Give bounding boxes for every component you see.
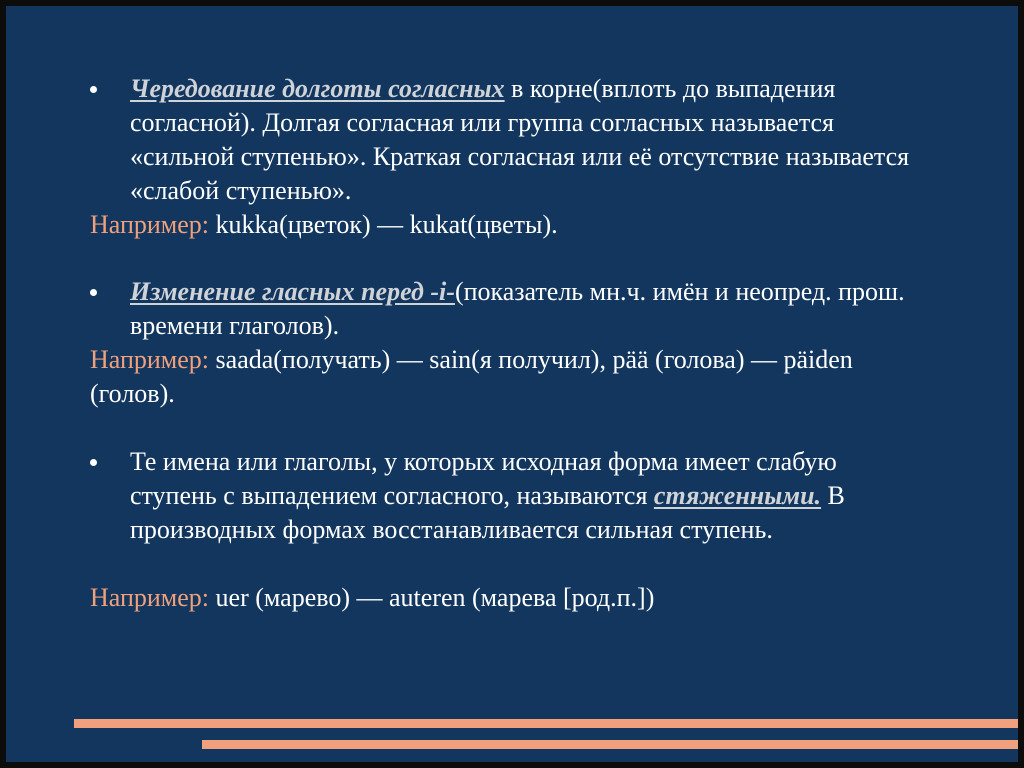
- bullet-1-text: в корне(вплоть до выпадения согласной). Долгая согласная или группа согласных называется «сильной ступенью». Краткая согласная или её отсутствие называется «слабой ступенью».: [130, 74, 910, 205]
- accent-rule-top: [74, 719, 1018, 728]
- bullet-2-text: (показатель мн.ч. имён и неопред. прош. времени глаголов).: [130, 277, 905, 340]
- bullet-3: [130, 445, 930, 547]
- bullet-3-text-after: В производных формах восстанавливается сильная ступень.: [130, 481, 845, 544]
- bullet-2-term: Изменение гласных перед -i-: [130, 277, 455, 306]
- bullet-1: [130, 72, 930, 208]
- bullet-1-term: Чередование долготы согласных: [130, 74, 505, 103]
- bullet-3-term: стяженными.: [653, 481, 822, 510]
- example-3: [90, 581, 970, 615]
- example-2: [90, 343, 940, 411]
- bullet-3-dot: [90, 459, 97, 466]
- bullet-1-dot: [90, 86, 97, 93]
- bullet-3-text-before: Те имена или глаголы, у которых исходная форма имеет слабую ступень с выпадением согласного, называются: [130, 447, 837, 510]
- example-2-text: saada(получать) — sain(я получил), pää (голова) — päiden (голов).: [90, 345, 853, 408]
- bullet-2: [130, 275, 930, 343]
- example-1-label: Например:: [90, 210, 210, 239]
- example-1-text: kukka(цветок) — kukat(цветы).: [209, 210, 558, 239]
- bullet-2-dot: [90, 289, 97, 296]
- example-2-label: Например:: [90, 345, 210, 374]
- example-1: [90, 208, 970, 242]
- example-3-text: uer (марево) — auteren (марева [род.п.]): [209, 583, 655, 612]
- accent-rule-bottom: [202, 740, 1018, 749]
- example-3-label: Например:: [90, 583, 210, 612]
